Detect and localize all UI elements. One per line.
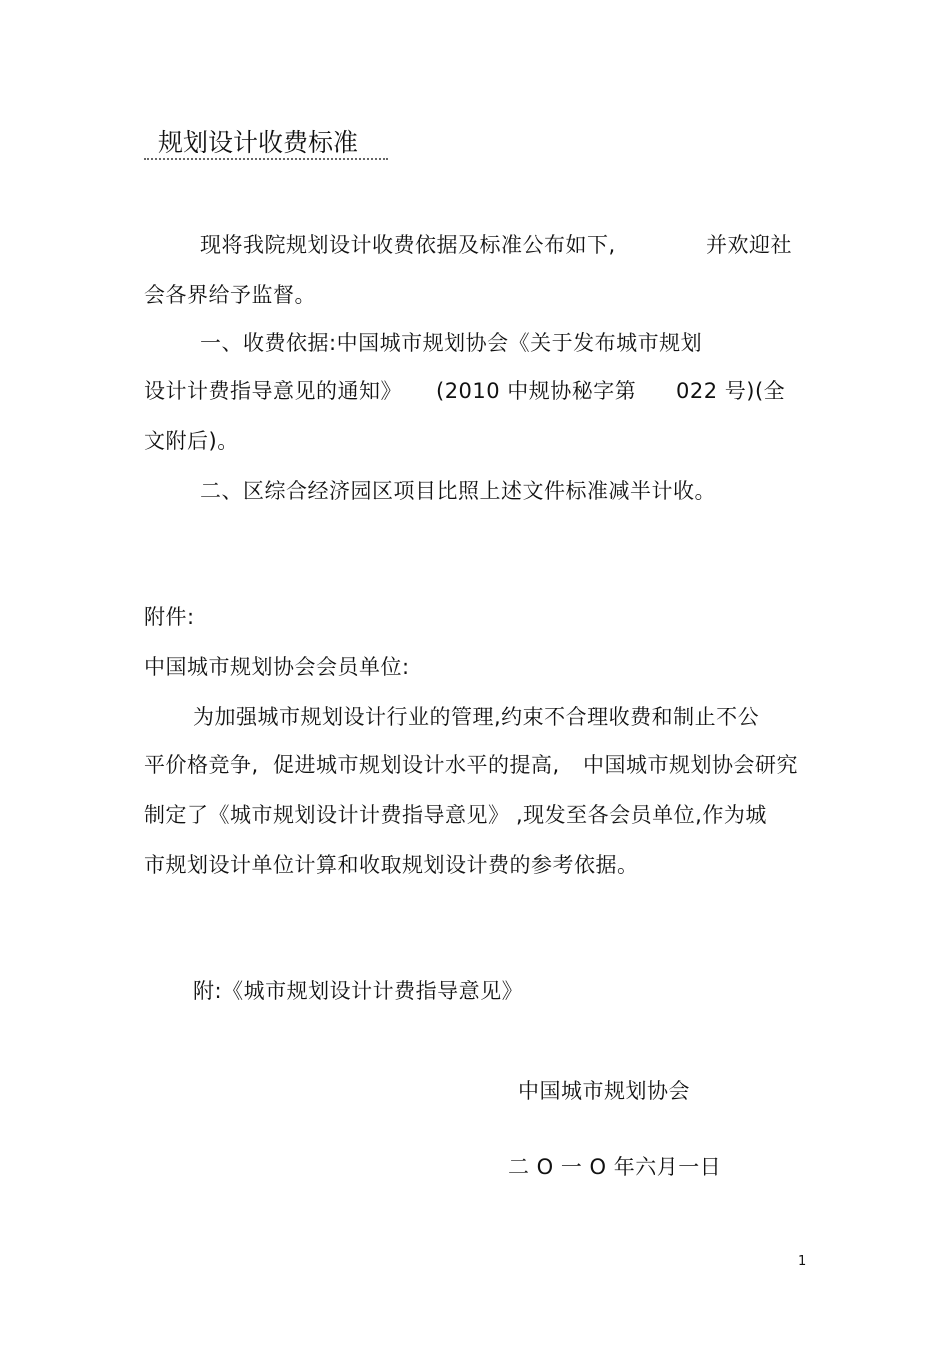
item1-line-2a: 设计计费指导意见的通知》 bbox=[144, 379, 402, 403]
body-line-2c: 中国城市规划协会研究 bbox=[583, 753, 798, 777]
signature-organization: 中国城市规划协会 bbox=[518, 1079, 690, 1103]
body-line-2a: 平价格竞争, bbox=[144, 753, 259, 777]
body-line-2b: 促进城市规划设计水平的提高, bbox=[273, 753, 560, 777]
item2-line: 二、区综合经济园区项目比照上述文件标准减半计收。 bbox=[200, 479, 716, 503]
attachment-label: 附件: bbox=[144, 605, 195, 629]
document-title: 规划设计收费标准 bbox=[144, 128, 388, 160]
item1-line-1: 一、收费依据:中国城市规划协会《关于发布城市规划 bbox=[200, 331, 703, 355]
body-line-3a: 制定了《城市规划设计计费指导意见》 bbox=[144, 803, 510, 827]
item1-line-2b: (2010 中规协秘字第 bbox=[436, 379, 637, 403]
body-line-1: 为加强城市规划设计行业的管理,约束不合理收费和制止不公 bbox=[193, 705, 760, 729]
intro-line-1b: 并欢迎社 bbox=[706, 233, 792, 257]
page-number: 1 bbox=[798, 1254, 807, 1269]
appendix-note: 附:《城市规划设计计费指导意见》 bbox=[193, 979, 524, 1003]
intro-line-1a: 现将我院规划设计收费依据及标准公布如下, bbox=[200, 233, 616, 257]
signature-date: 二 O 一 O 年六月一日 bbox=[508, 1155, 722, 1179]
body-line-3b: ,现发至各会员单位,作为城 bbox=[516, 803, 767, 827]
item1-line-3: 文附后)。 bbox=[144, 429, 239, 453]
item1-line-2c: 022 号)(全 bbox=[676, 379, 786, 403]
body-line-4: 市规划设计单位计算和收取规划设计费的参考依据。 bbox=[144, 853, 639, 877]
intro-line-2: 会各界给予监督。 bbox=[144, 283, 316, 307]
recipient-line: 中国城市规划协会会员单位: bbox=[144, 655, 410, 679]
